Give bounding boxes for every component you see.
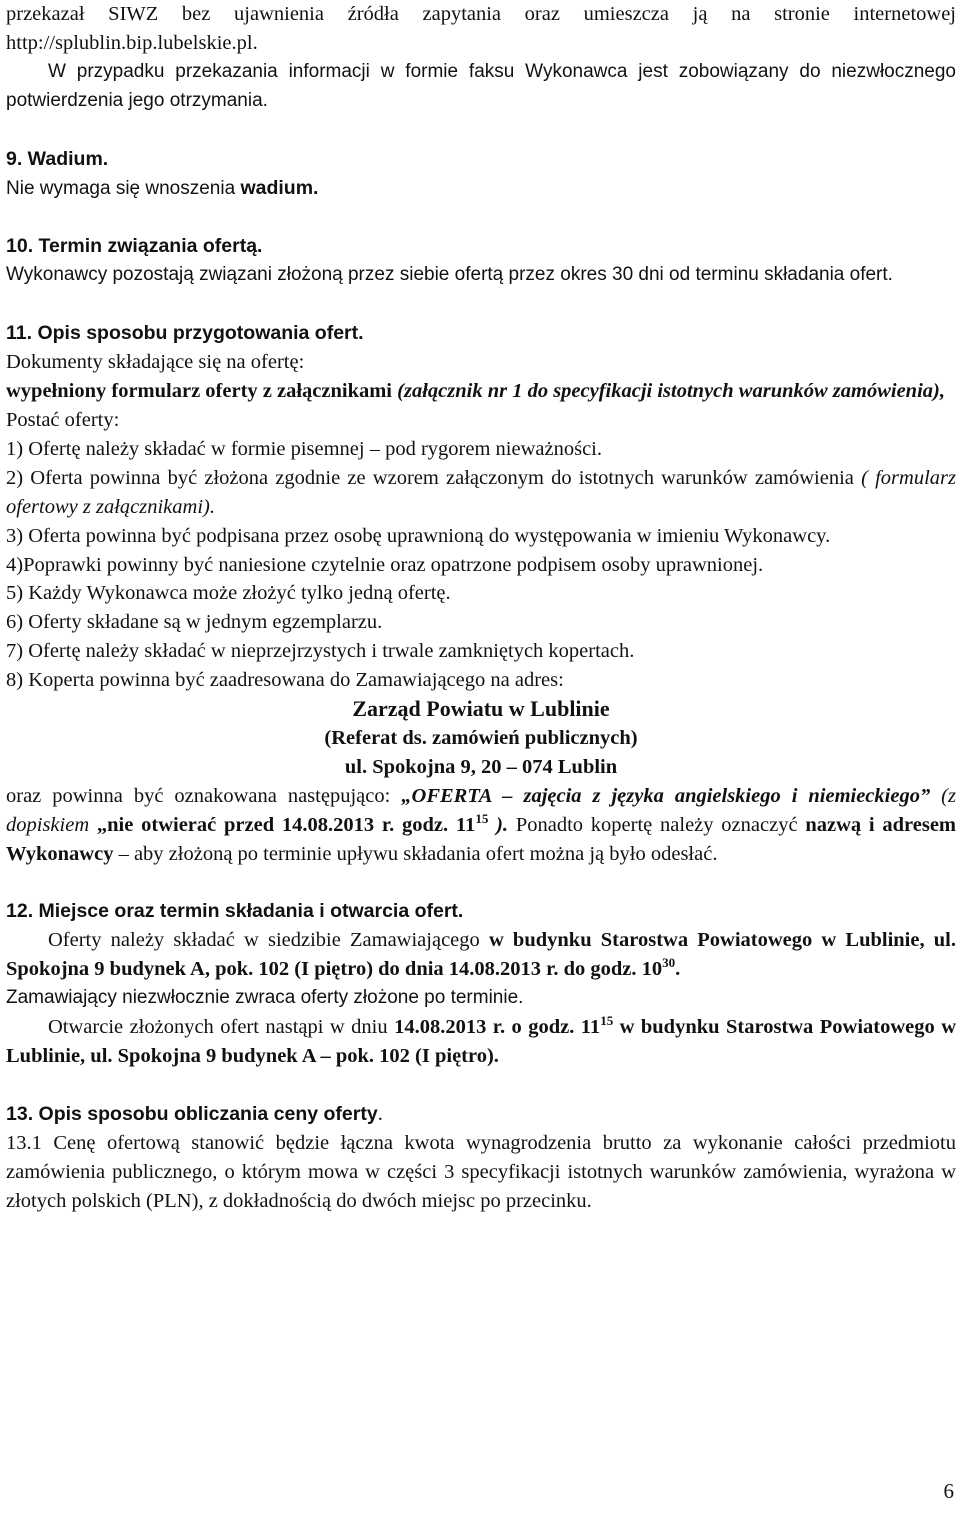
marking-f: Ponadto kopertę należy oznaczyć <box>508 813 806 836</box>
section-9-text-plain: Nie wymaga się wnoszenia <box>6 177 241 199</box>
s12-p3-a: Otwarcie złożonych ofert nastąpi w dniu <box>48 1016 395 1039</box>
section-11-item-5: 5) Każdy Wykonawca może złożyć tylko jedną ofertę. <box>6 582 451 605</box>
address-line-1: Zarząd Powiatu w Lublinie <box>352 696 610 722</box>
s12-p1-sup: 30 <box>662 955 676 971</box>
section-12-p2: Zamawiający niezwłocznie zwraca oferty złożone po terminie. <box>6 987 524 1009</box>
section-11-docs-label: Dokumenty składające się na ofertę: <box>6 351 305 374</box>
section-13-heading-dot: . <box>377 1102 383 1125</box>
marking-e: ). <box>488 813 509 836</box>
section-13-heading: 13. Opis sposobu obliczania ceny oferty <box>6 1102 378 1125</box>
section-12-heading: 12. Miejsce oraz termin składania i otwarcia ofert. <box>6 900 464 923</box>
section-11-heading: 11. Opis sposobu przygotowania ofert. <box>6 322 364 345</box>
intro-line-1: przekazał SIWZ bez ujawnienia źródła zapytania oraz umieszcza ją na stronie internetowej http://splublin.bip.lubelskie.pl. <box>6 3 956 54</box>
section-11-item-4: 4)Poprawki powinny być naniesione czytelnie oraz opatrzone podpisem osoby uprawnionej. <box>6 553 764 576</box>
section-10-heading: 10. Termin związania ofertą. <box>6 235 263 258</box>
section-13 <box>6 1100 956 1129</box>
section-9 <box>6 145 956 174</box>
address-line-2: (Referat ds. zamówień publicznych) <box>324 726 638 749</box>
section-9-heading: 9. Wadium. <box>6 147 109 170</box>
section-10 <box>6 232 956 261</box>
item-2-italic: ( formularz ofertowy z załącznikami). <box>6 466 956 518</box>
section-11-item-7: 7) Ofertę należy składać w nieprzejrzystych i trwale zamkniętych kopertach. <box>6 640 635 663</box>
marking-a: oraz powinna być oznakowana następująco: <box>6 784 402 807</box>
marking-sup: 15 <box>475 810 489 826</box>
filled-form-bold: wypełniony formularz oferty z załącznikami <box>6 380 398 403</box>
section-11-form-label: Postać oferty: <box>6 408 120 431</box>
section-12-p3 <box>6 1013 956 1071</box>
s12-p3-b: 14.08.2013 r. o godz. 11 <box>394 1016 601 1039</box>
s12-p1-c: . <box>675 958 681 981</box>
section-9-text <box>6 174 956 204</box>
envelope-marking <box>6 782 956 869</box>
section-13-p1: 13.1 Cenę ofertową stanowić będzie łączna kwota wynagrodzenia brutto za wykonanie całości przedmiotu zamówienia publicznego, o którym mowa w części 3 specyfikacji istotnych warunków zamówienia, wyrażona w złotych polskich (PLN), z dokładnością do dwóch miejsc po przecinku. <box>6 1131 956 1212</box>
item-2-text: 2) Oferta powinna być złożona zgodnie ze wzorem załączonym do istotnych warunków zamówienia <box>6 466 862 489</box>
section-11 <box>6 319 956 348</box>
section-11-filled-form <box>6 377 956 406</box>
section-10-text: Wykonawcy pozostają związani złożoną przez siebie ofertą przez okres 30 dni od terminu składania ofert. <box>6 264 893 286</box>
section-12-p1 <box>6 926 956 984</box>
s12-p1-a: Oferty należy składać w siedzibie Zamawiającego <box>48 929 489 952</box>
intro-line-2: W przypadku przekazania informacji w formie faksu Wykonawca jest zobowiązany do niezwłocznego potwierdzenia jego otrzymania. <box>6 60 956 111</box>
marking-d: „nie otwierać przed 14.08.2013 r. godz. 11 <box>96 813 476 836</box>
s12-p3-c: w budynku Starostwa Powiatowego w Lublinie, ul. Spokojna 9 budynek A – pok. 102 (I piętro). <box>6 1016 956 1067</box>
marking-g: nazwą i adresem Wykonawcy <box>6 813 957 865</box>
marking-b: „OFERTA – zajęcia z języka angielskiego i niemieckiego” <box>401 784 931 807</box>
section-11-item-1: 1) Ofertę należy składać w formie pisemnej – pod rygorem nieważności. <box>6 437 602 460</box>
filled-form-bolditalic: (załącznik nr 1 do specyfikacji istotnych warunków zamówienia), <box>397 380 945 403</box>
s12-p3-sup: 15 <box>600 1013 614 1029</box>
section-11-item-8: 8) Koperta powinna być zaadresowana do Zamawiającego na adres: <box>6 669 564 692</box>
page-number: 6 <box>943 1479 954 1503</box>
s12-p1-b: w budynku Starostwa Powiatowego w Lublinie, ul. Spokojna 9 budynek A, pok. 102 (I piętro) do dnia 14.08.2013 r. do godz. 10 <box>6 929 956 981</box>
section-12 <box>6 897 956 926</box>
section-11-item-6: 6) Oferty składane są w jednym egzemplarzu. <box>6 611 383 634</box>
section-9-text-bold: wadium. <box>240 176 319 199</box>
marking-c: (z dopiskiem <box>6 784 956 836</box>
section-11-item-2 <box>6 464 956 522</box>
section-11-item-3: 3) Oferta powinna być podpisana przez osobę uprawnioną do występowania w imieniu Wykonawcy. <box>6 524 831 547</box>
address-line-3: ul. Spokojna 9, 20 – 074 Lublin <box>344 755 618 778</box>
marking-h: – aby złożoną po terminie upływu składania ofert można ją było odesłać. <box>113 842 718 865</box>
